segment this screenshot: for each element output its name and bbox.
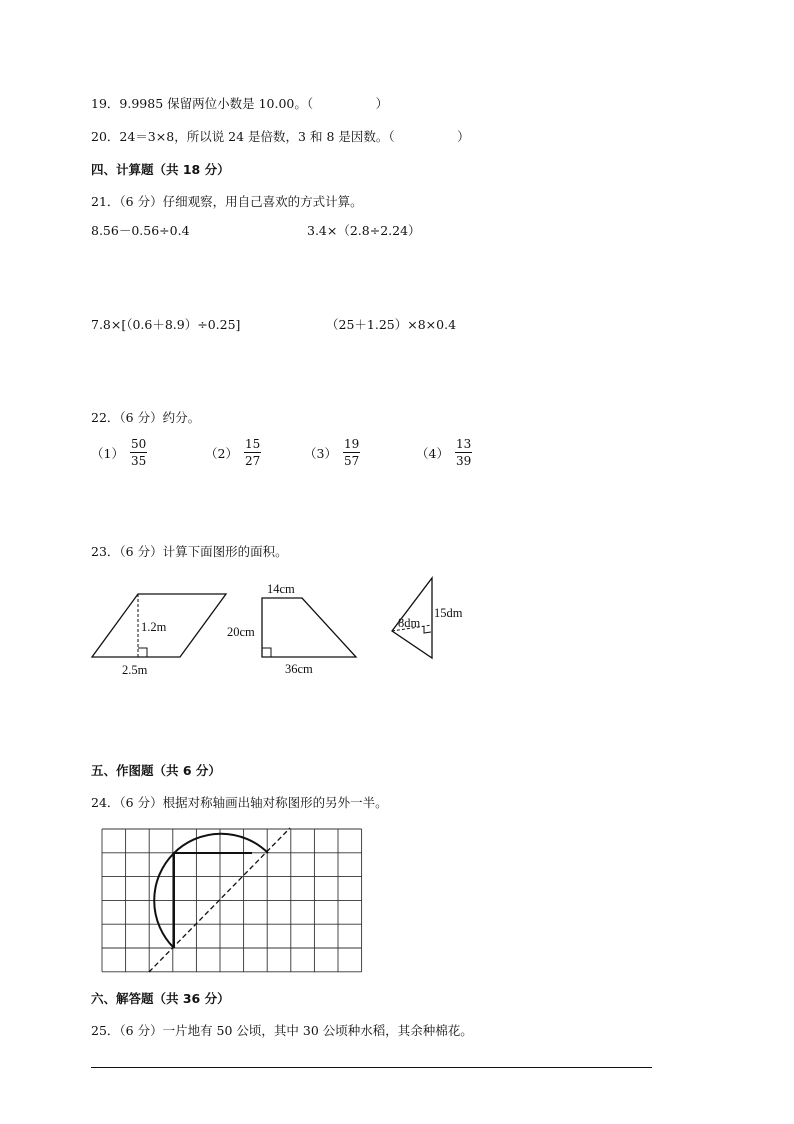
right-angle-mark (138, 648, 147, 657)
section-6-title: 六、解答题（共 36 分） (91, 991, 230, 1006)
fraction-denominator: 39 (455, 454, 472, 468)
section-5-title: 五、作图题（共 6 分） (91, 763, 221, 778)
trapezoid-height-label: 20cm (227, 625, 255, 639)
right-angle-mark (424, 626, 431, 633)
fraction-numerator: 50 (130, 437, 147, 451)
trapezoid-figure (227, 582, 356, 676)
question-24-prompt: 24．（6 分）根据对称轴画出轴对称图形的另外一半。 (91, 795, 388, 810)
triangle-base-label: 8dm (398, 616, 421, 630)
fraction-label: （4） (416, 445, 449, 461)
expression-2: 3.4×（2.8÷2.24） (307, 223, 421, 238)
question-19: 19．9.9985 保留两位小数是 10.00。（ ） (91, 96, 389, 111)
arc-curve (154, 834, 268, 948)
trapezoid-top-label: 14cm (267, 582, 295, 596)
fraction-label: （1） (91, 445, 124, 461)
trapezoid-shape (262, 598, 356, 657)
fraction-label: （3） (304, 445, 337, 461)
expression-3: 7.8×[（0.6＋8.9）÷0.25] (91, 317, 241, 332)
question-25-prompt: 25．（6 分）一片地有 50 公顷，其中 30 公顷种水稻，其余种棉花。 (91, 1023, 473, 1038)
parallelogram-base-label: 2.5m (122, 663, 148, 677)
expression-4: （25＋1.25）×8×0.4 (326, 317, 457, 332)
answer-line (91, 1067, 652, 1068)
parallelogram-figure (92, 594, 226, 677)
right-angle-mark (262, 648, 271, 657)
fraction-numerator: 19 (343, 437, 360, 451)
section-4-title: 四、计算题（共 18 分） (91, 162, 230, 177)
question-23-prompt: 23．（6 分）计算下面图形的面积。 (91, 544, 288, 559)
question-22-prompt: 22．（6 分）约分。 (91, 410, 201, 425)
parallelogram-height-label: 1.2m (141, 620, 167, 634)
question-21-prompt: 21．（6 分）仔细观察，用自己喜欢的方式计算。 (91, 194, 363, 209)
fraction-denominator: 57 (343, 454, 360, 468)
expression-1: 8.56－0.56÷0.4 (91, 223, 190, 238)
triangle-height-label: 15dm (434, 606, 463, 620)
fraction-numerator: 13 (455, 437, 472, 451)
fraction-denominator: 35 (130, 454, 147, 468)
fraction-label: （2） (205, 445, 238, 461)
triangle-figure (392, 578, 463, 658)
trapezoid-bottom-label: 36cm (285, 662, 313, 676)
symmetry-grid (102, 828, 362, 972)
question-20: 20．24＝3×8，所以说 24 是倍数，3 和 8 是因数。（ ） (91, 129, 470, 144)
fraction-numerator: 15 (244, 437, 261, 451)
fraction-denominator: 27 (244, 454, 261, 468)
